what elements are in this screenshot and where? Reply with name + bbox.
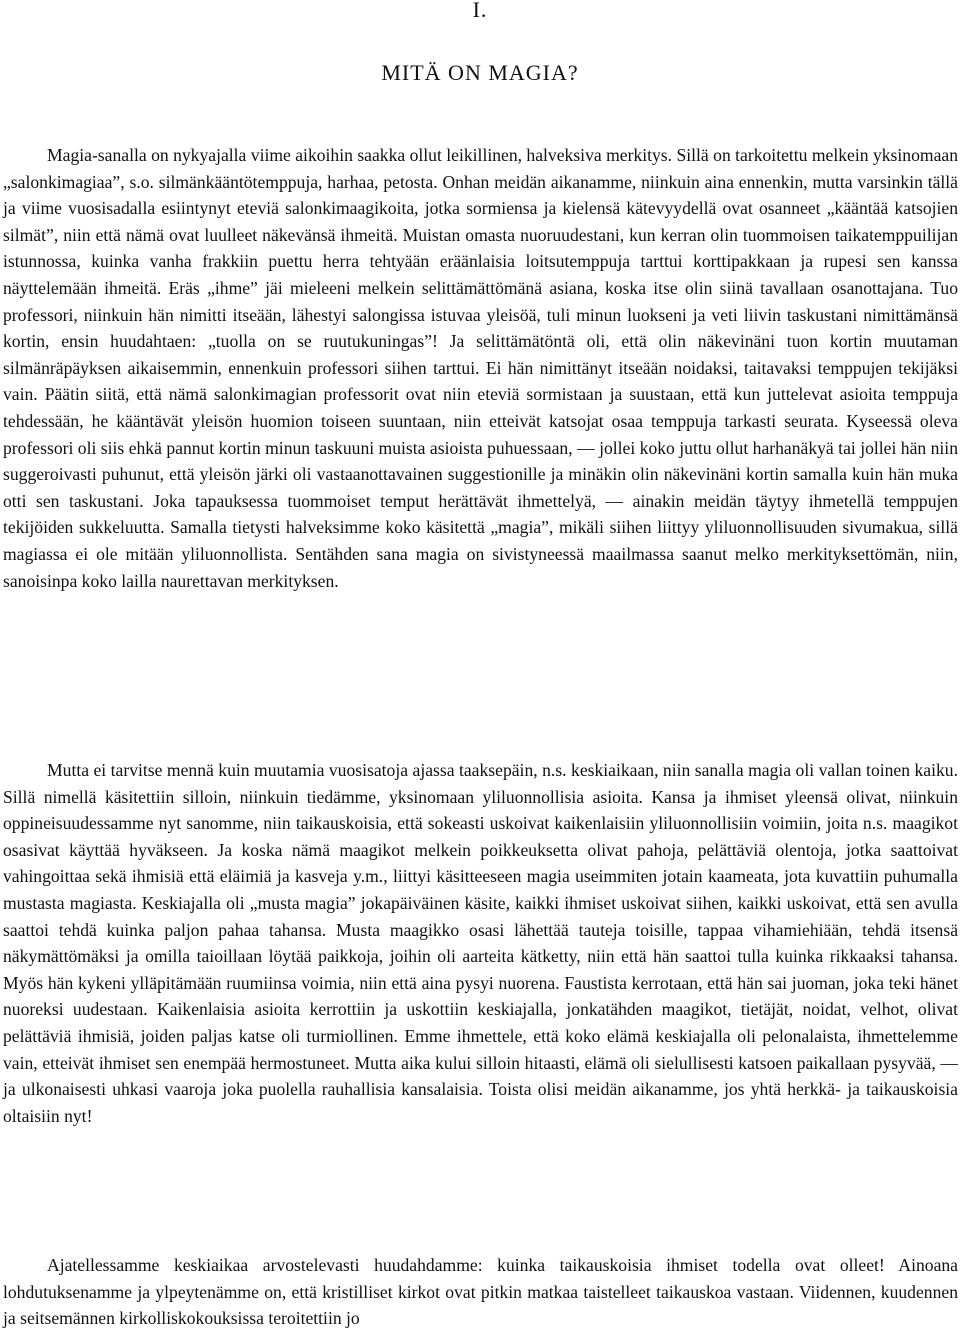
chapter-number: I. [472, 0, 488, 22]
paragraph-2 [3, 757, 958, 1129]
paragraph-3-text: Ajatellessamme keskiaikaa arvostelevasti huudahdamme: kuinka taikauskoisia ihmiset todella ovat olleet! Ainoana lohdutuksenamme ja ylpeytenämme on, että kristilliset kirkot ovat pitkin matkaa taistelleet taikauskoa vastaan. Viidennen, kuudennen ja seitsemännen kirkolliskokouksissa teroitettiin jo [3, 1255, 958, 1329]
paragraph-2-text: Mutta ei tarvitse mennä kuin muutamia vuosisatoja ajassa taaksepäin, n.s. keskiaikaan, niin sanalla magia oli vallan toinen kaiku. Sillä nimellä käsitettiin silloin, niinkuin tiedämme, yksinomaan yliluonnollisia asioita. Kansa ja ihmiset yleensä olivat, niinkuin oppineisuudessamme nyt sanomme, niin taikauskoisia, että sokeasti uskoivat kaikenlaisiin yliluonnollisiin voimiin, joita n.s. maagikot osasivat käyttää hyväkseen. Ja koska nämä maagikot melkein poikkeuksetta olivat pahoja, pelättäviä olentoja, jotka saattoivat vahingoittaa sekä ihmisiä että eläimiä ja kasveja y.m., liittyi käsitteeseen magia useimmiten jotain kaameata, jota kuvattiin puhumalla mustasta magiasta. Keskiajalla oli „musta magia” jokapäiväinen käsite, kaikki ihmiset uskoivat siihen, kaikki uskoivat, että sen avulla saattoi tehdä kuinka paljon pahaa tahansa. Musta maagikko osasi lähettää tauteja toisille, tappaa vihamiehiään, tehdä itsensä näkymättömäksi ja omilla taioillaan löytää paikkoja, joihin oli aarteita kätketty, niin että hän saattoi tulla kuinka rikkaaksi tahansa. Myös hän kykeni ylläpitämään ruumiinsa voimia, niin että aina pysyi nuorena. Faustista kerrotaan, että hän sai juoman, joka teki hänet nuoreksi uudestaan. Kaikenlaisia asioita kerrottiin ja uskottiin keskiajalla, jonkatähden maagikot, tietäjät, noidat, velhot, olivat pelättäviä ihmisiä, joiden paljas katse oli turmiollinen. Emme ihmettele, että koko elämä keskiajalla oli pelonalaista, ihmettelemme vain, etteivät ihmiset sen enempää hermostuneet. Mutta aika kului silloin hitaasti, elämä oli sielullisesti katsoen paikallaan pysyvää, — ja ulkonaisesti uhkasi vaaroja joka puolella rauhallisia kansalaisia. Toista olisi meidän aikanamme, jos yhtä herkkä- ja taikauskoisia oltaisiin nyt! [3, 760, 958, 1126]
chapter-title: MITÄ ON MAGIA? [381, 60, 579, 85]
paragraph-1-text: Magia-sanalla on nykyajalla viime aikoihin saakka ollut leikillinen, halveksiva merkitys. Sillä on tarkoitettu melkein yksinomaan „salonkimagiaa”, s.o. silmänkääntötemppuja, harhaa, petosta. Onhan meidän aikanamme, niinkuin aina ennenkin, mutta varsinkin tällä ja viime vuosisadalla esiintynyt eteviä salonkimaagikoita, jotka sormiensa ja kielensä kätevyydellä ovat osanneet „kääntää katsojien silmät”, niin että nämä ovat luulleet näkevänsä ihmeitä. Muistan omasta nuoruudestani, kun kerran olin tuommoisen taikatemppuilijan istunnossa, kuinka vanha frakkiin puettu herra tehtyään eräänlaisia loitsutemppuja tarttui korttipakkaan ja rupesi sen kanssa näyttelemään ihmeitä. Eräs „ihme” jäi mieleeni melkein selittämättömänä asiana, koska itse olin siinä tavallaan osanottajana. Tuo professori, niinkuin hän nimitti itseään, lähestyi salongissa istuvaa yleisöä, tuli minun luokseni ja veti liivin taskustani nimittämänsä kortin, ensin huudahtaen: „tuolla on se ruutukuningas”! Ja selittämätöntä oli, että olin näkevinäni tuon kortin muutaman silmänräpäyksen aikaisemmin, ennenkuin professori siihen tarttui. Ei hän nimittänyt itseään noidaksi, taitavaksi temppujen tekijäksi vain. Päätin siitä, että nämä salonkimagian professorit ovat niin eteviä sormistaan ja suustaan, että kun juttelevat asioita temppuja tehdessään, he kääntävät yleisön huomion toiseen suuntaan, niin etteivät katsojat osaa temppuja tarkasti seurata. Kyseessä oleva professori oli siis ehkä pannut kortin minun taskuuni muista asioista puhuessaan, — jollei koko juttu ollut harhanäkyä tai jollei hän niin suggeroivasti puhunut, että yleisön järki oli vastaanottavainen suggestionille ja minäkin olin näkevinäni kortin samalla kuin hän muka otti sen taskustani. Joka tapauksessa tuommoiset temput herättävät ihmettelyä, — ainakin meidän täytyy ihmetellä temppujen tekijöiden sukkeluutta. Samalla tietysti halveksimme koko käsitettä „magia”, mikäli siihen liittyy yliluonnollisuuden sivumakua, sillä magiassa ei ole mitään yliluonnollista. Sentähden sana magia on sivistyneessä maailmassa saanut melko merkityksettömän, niin, sanoisinpa koko lailla naurettavan merkityksen. [3, 145, 958, 591]
paragraph-1 [3, 142, 958, 594]
paragraph-3 [3, 1252, 958, 1332]
